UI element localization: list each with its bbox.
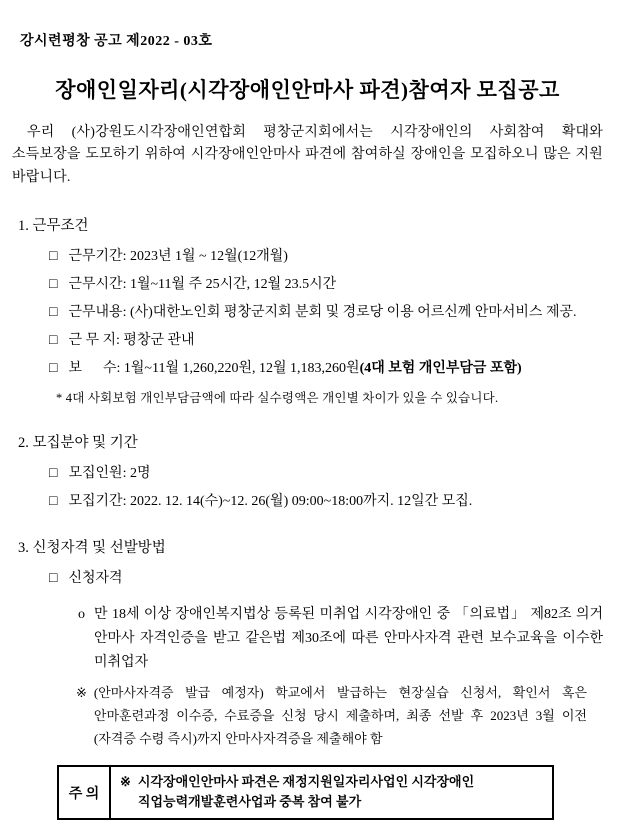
- notice-label: 주 의: [59, 767, 111, 818]
- list-item: [49, 276, 603, 295]
- section-heading-work-conditions: 1. 근무조건: [18, 218, 89, 235]
- item-text: 근무기간: 2023년 1월 ~ 12월(12개월): [68, 249, 288, 265]
- list-item: [49, 304, 603, 323]
- eligibility-detail: [78, 603, 603, 674]
- page-title: 장애인일자리(시각장애인안마사 파견)참여자 모집공고: [55, 78, 560, 102]
- item-text: 모집인원: 2명: [68, 465, 151, 481]
- checkbox-icon: □: [49, 571, 58, 587]
- list-item: [49, 465, 603, 484]
- item-text: 근무시간: 1월~11월 주 25시간, 12월 23.5시간: [68, 277, 337, 293]
- item-text: 근무내용: (사)대한노인회 평창군지회 분회 및 경로당 이용 어르신께 안마서비스 제공.: [68, 304, 577, 320]
- item-text: 신청자격: [68, 571, 123, 587]
- section-1-items: [49, 248, 603, 378]
- section-3-items: [49, 570, 603, 589]
- section-heading-eligibility: 3. 신청자격 및 선발방법: [18, 540, 166, 557]
- list-item: [49, 248, 603, 267]
- list-item: [49, 332, 603, 351]
- checkbox-icon: □: [49, 493, 58, 509]
- section-2-items: [49, 465, 603, 512]
- notice-body: [111, 767, 552, 818]
- salary-text: 보 수: 1월~11월 1,260,220원, 12월 1,183,260원: [68, 360, 360, 376]
- item-text: 모집기간: 2022. 12. 14(수)~12. 26(월) 09:00~18:00까지. 12일간 모집.: [68, 493, 473, 509]
- list-item-salary: [49, 360, 603, 379]
- notice-text: 시각장애인안마사 파견은 재정지원일자리사업인 시각장애인 직업능력개발훈련사업과 중복 참여 불가: [137, 773, 475, 809]
- checkbox-icon: □: [49, 249, 58, 265]
- salary-footnote: * 4대 사회보험 개인부담금액에 따라 실수령액은 개인별 차이가 있을 수 있습니다.: [56, 390, 499, 405]
- checkbox-icon: □: [49, 332, 58, 348]
- eligibility-detail-text: 만 18세 이상 장애인복지법상 등록된 미취업 시각장애인 중 「의료법」 제82조 의거 안마사 자격인증을 받고 같은법 제30조에 따른 안마사자격 관련 보수교육을 이수한 미취업자: [94, 607, 603, 670]
- checkbox-icon: □: [49, 304, 58, 320]
- checkbox-icon: □: [49, 465, 58, 481]
- circle-bullet-icon: o: [78, 607, 85, 623]
- checkbox-icon: □: [49, 277, 58, 293]
- eligibility-note-text: (안마사자격증 발급 예정자) 학교에서 발급하는 현장실습 신청서, 확인서 혹은 안마훈련과정 이수증, 수료증을 신청 당시 제출하며, 최종 선발 후 2023년 3월 이전(자격증 수령 즉시)까지 안마사자격증을 제출해야 함: [93, 684, 587, 747]
- notice-box: [57, 765, 554, 820]
- doc-number: 강시련평창 공고 제2022 - 03호: [20, 34, 213, 49]
- list-item: [49, 493, 603, 512]
- list-item: [49, 570, 603, 589]
- reference-mark-icon: ※: [120, 773, 131, 789]
- intro-paragraph: 우리 (사)강원도시각장애인연합회 평창군지회에서는 시각장애인의 사회참여 확대와 소득보장을 도모하기 위하여 시각장애인안마사 파견에 참여하실 장애인을 모집하오니 많은 지원 바랍니다.: [12, 125, 603, 185]
- item-text: [68, 360, 521, 379]
- reference-mark-icon: ※: [76, 684, 87, 700]
- item-text: 근 무 지: 평창군 관내: [68, 332, 195, 348]
- salary-bold-text: (4대 보험 개인부담금 포함): [359, 360, 522, 376]
- eligibility-note: [76, 681, 587, 751]
- checkbox-icon: □: [49, 360, 58, 376]
- section-heading-recruitment: 2. 모집분야 및 기간: [18, 434, 138, 451]
